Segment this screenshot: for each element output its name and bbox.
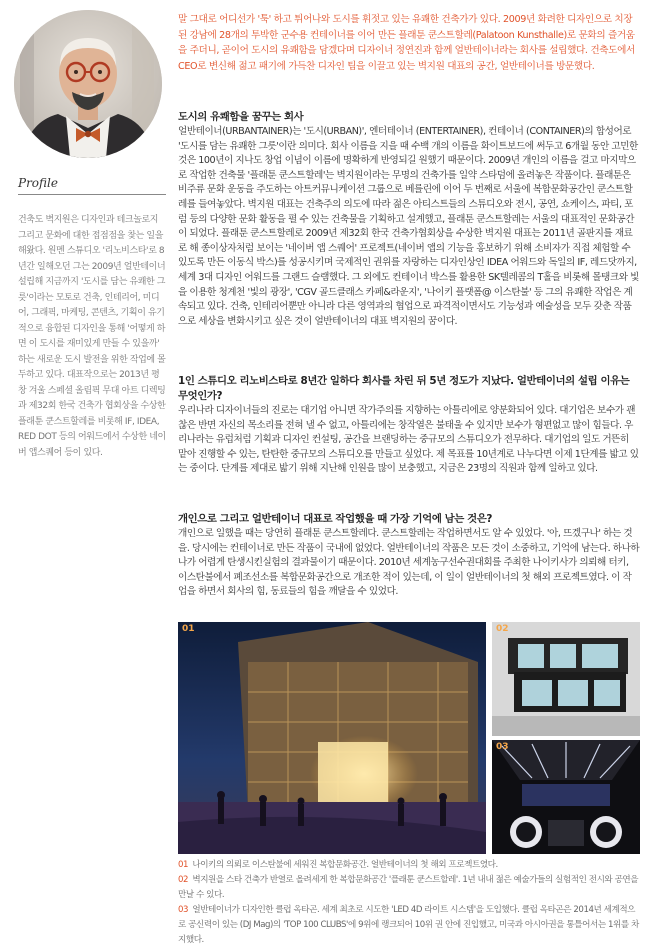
section-heading: 도시의 유쾌함을 꿈꾸는 회사 xyxy=(178,111,304,123)
caption-item xyxy=(178,858,640,873)
photo-number: 03 xyxy=(496,742,509,752)
caption-text: 벽지원을 스타 건축가 반열로 올려세게 한 복합문화공간 '플래툰 쿤스트할레'. 1년 내내 젊은 예술가들의 실험적인 전시와 공연을 만날 수 있다. xyxy=(178,875,639,900)
caption-item xyxy=(178,903,640,948)
portrait-illustration xyxy=(14,10,162,158)
caption-number: 03 xyxy=(178,905,189,915)
profile-sidebar xyxy=(18,176,166,461)
photo-captions xyxy=(178,858,640,948)
caption-text: 나이키의 의뢰로 이스탄불에 세워진 복합문화공간. 얼반테이너의 첫 해외 프로젝트였다. xyxy=(192,860,498,870)
section-body: 우리나라 디자이너들의 진로는 대기업 아니면 작가주의를 지향하는 아틀리에로 양분화되어 있다. 대기업은 보수가 괜찮은 반면 자신의 목소리를 전혀 낼 수 없고, 아틀리에는 창작열은 불태울 수 있지만 보수가 형편없고 많이 힘들다. 우리나라는 유럽처럼 기획과 디자인 컨설팅, 공간을 브랜딩하는 중규모의 스튜디오가 전무하다. 대기업의 일도 거뜬히 맡아 진행할 수 있는, 탄탄한 중규모의 스튜디오를 만들고 싶었다. 제 목표를 10년계로 나누다면 이제 1단계를 밟고 있는 중이다. 단계를 제대로 밟기 위해 지난해 인원을 많이 보충했고, 지금은 23명의 직원과 함께 일하고 있다. xyxy=(178,405,639,475)
profile-bio: 건축도 벽지원은 디자인과 테크놀로지 그리고 문화에 대한 접점점을 찾는 일을 해왔다. 원멘 스튜디오 '리노비스타'로 8년간 일해오던 그는 2009년 얼반테이너 설립해 지금까지 '도시를 담는 유쾌한 그릇'이라는 모토로 건축, 인테리어, 미디어, 그래픽, 마케팅, 콘텐츠, 기획이 유기적으로 융합된 디자인을 통해 '어떻게 하면 이 도시를 재미있게 만들 수 있을까' 하는 새로운 도시 발전을 위한 작업에 몰두하고 있다. 대표작으로는 2013년 평창 겨울 스페셜 올림픽 무대 아트 디렉팅과 제32회 한국 건축가 협회상을 수상한 플래툰 쿤스트할레를 비롯해 IF, IDEA, RED DOT 등의 어워드에서 수상한 네이버 앱스퀘어 등이 있다. xyxy=(18,215,166,458)
section-heading: 개인으로 그리고 얼반테이너 대표로 작업했을 때 가장 기억에 남는 것은? xyxy=(178,513,493,525)
photo-illustration xyxy=(178,622,486,854)
caption-number: 02 xyxy=(178,875,189,885)
photo-platoon-kunsthalle xyxy=(492,622,640,736)
caption-item xyxy=(178,873,640,903)
caption-text: 얼반테이너가 디자인한 클럽 옥타곤. 세계 최초로 시도한 'LED 4D 라이트 시스템'을 도입했다. 클럽 옥타곤은 2014년 세계적으로 공신력이 있는 (DJ Mag)의 'TOP 100 CLUBS'에 9위에 랭크되어 10위 권 안에 진입했고, 미국과 아시아권을 통틀어서는 1위를 차지했다. xyxy=(178,905,639,945)
section-urban-fun xyxy=(178,110,640,329)
section-founding-reason xyxy=(178,374,640,477)
article-main xyxy=(178,12,640,598)
photo-number: 02 xyxy=(496,624,509,634)
section-heading: 1인 스튜디오 리노비스타로 8년간 일하다 회사를 차린 뒤 5년 정도가 지났다. 얼반테이너의 설립 이유는 무엇인가? xyxy=(178,375,630,402)
caption-number: 01 xyxy=(178,860,189,870)
photo-istanbul-containers xyxy=(178,622,486,854)
photo-number: 01 xyxy=(182,624,195,634)
section-memorable-work xyxy=(178,512,640,600)
profile-title: Profile xyxy=(18,176,166,195)
photo-illustration xyxy=(492,740,640,854)
article-intro: 말 그대로 어디선가 '툭' 하고 튀어나와 도시를 휘젓고 있는 유쾌한 건축가가 있다. 2009년 화려한 디자인으로 치장된 강남에 28개의 투박한 군수용 컨테이너를 이어 만든 플래툰 쿤스트할레(Palatoon Kunsthalle)로 문화의 즐거움을 주더니, 곧이어 도시의 유쾌함을 담겠다며 디자이너 정연진과 함께 얼반테이너라는 회사를 설립했다. 건축도에서 CEO로 변신해 젊고 패기에 가득찬 디자인 팀을 이끌고 있는 벽지원 대표의 공간, 얼반테이너를 방문했다. xyxy=(178,14,635,72)
photo-club-octagon xyxy=(492,740,640,854)
photo-illustration xyxy=(492,622,640,736)
section-body: 개인으로 일했을 때는 당연히 플래툰 쿤스트할레다. 쿤스트할레는 작업하면서도 알 수 있었다. '아, 뜨겠구나' 하는 것을. 당시에는 컨테이너로 만든 작품이 국내에 없었다. 얼반테이너의 작품은 모든 것이 소중하고, 기억에 남는다. 하나하나가 어렵게 탄생시킨실험의 결과물이기 때문이다. 2010년 세계농구선수권대회를 주최한 나이키사가 의뢰해 터키, 이스탄불에서 폐조선소를 복합문화공간으로 개조한 적이 있는데, 이 일이 얼반테이너의 첫 해외 프로젝트였다. 이 작업을 하면서 회사의 힘, 동료들의 힘을 깨달을 수 있었다. xyxy=(178,528,640,598)
profile-portrait xyxy=(14,10,162,158)
section-body: 얼반테이너(URBANTAINER)는 '도시(URBAN)', 엔터테이너 (ENTERTAINER), 컨테이너 (CONTAINER)의 합성어로 '도시를 담는 유쾌한 그릇'이란 의미다. 회사 이름을 지을 때 수백 개의 이름을 화이트보드에 써두고 6개월 동안 고민한 것은 100년이 지나도 창업 이념이 이름에 명확하게 반영되길 원했기 때문이다. 2009년 개인의 이름을 걸고 마지막으로 작업한 건축물 '플래툰 쿤스트할레'는 벽지원이라는 무명의 건축가를 일약 스타덤에 올려놓은 작품이다. 플래툰은 비주류 문화 운동을 주도하는 아트커뮤니케이션 그룹으로 베를린에 이어 두 번째로 서울에 복합문화공간인 쿤스트할레를 들여놓았다. 벽지원 대표는 건축주의 의도에 따라 젊은 아티스트들의 스튜디오와 전시, 공연, 쇼케이스, 파티, 포럼 등의 다양한 문화 활동을 펼 수 있는 건축물을 기획하고 설계했고, 플래툰 쿤스트할레는 서울의 대표적인 문화공간이 되었다. 플래툰 쿤스트할레로 2009년 제32회 한국 건축가협회상을 수상한 벽지원 대표는 2011년 골판지를 재료로 해 종이상자처럼 보이는 '네이버 앱 스퀘어' 프로젝트(네이버 앱의 기능을 홍보하기 위해 소비자가 직접 체험할 수 있도록 만든 이동식 박스)를 성공시키며 국제적인 권위를 자랑하는 디자인상인 IDEA 어워드와 독일의 IF, 레드닷까지, 세계 3대 디자인 어워드를 그랜드 슬램했다. 그 외에도 컨테이너 박스를 활용한 SK텔레콤의 T홀을 비롯해 몰탱크와 빛을 이용한 청계천 '빛의 광장', 'CGV 골드클래스 카페&라운지', '나이키 플랫폼@ 이스탄불' 등 그의 유쾌한 작업은 계속되고 있다. 건축, 인테리어뿐만 아니라 다른 영역과의 협업으로 파격적이면서도 기능성과 예술성을 모두 갖춘 작품으로 세상을 변화시키고 싶은 것이 얼반테이너의 대표 벽지원의 꿈이다. xyxy=(178,126,639,327)
